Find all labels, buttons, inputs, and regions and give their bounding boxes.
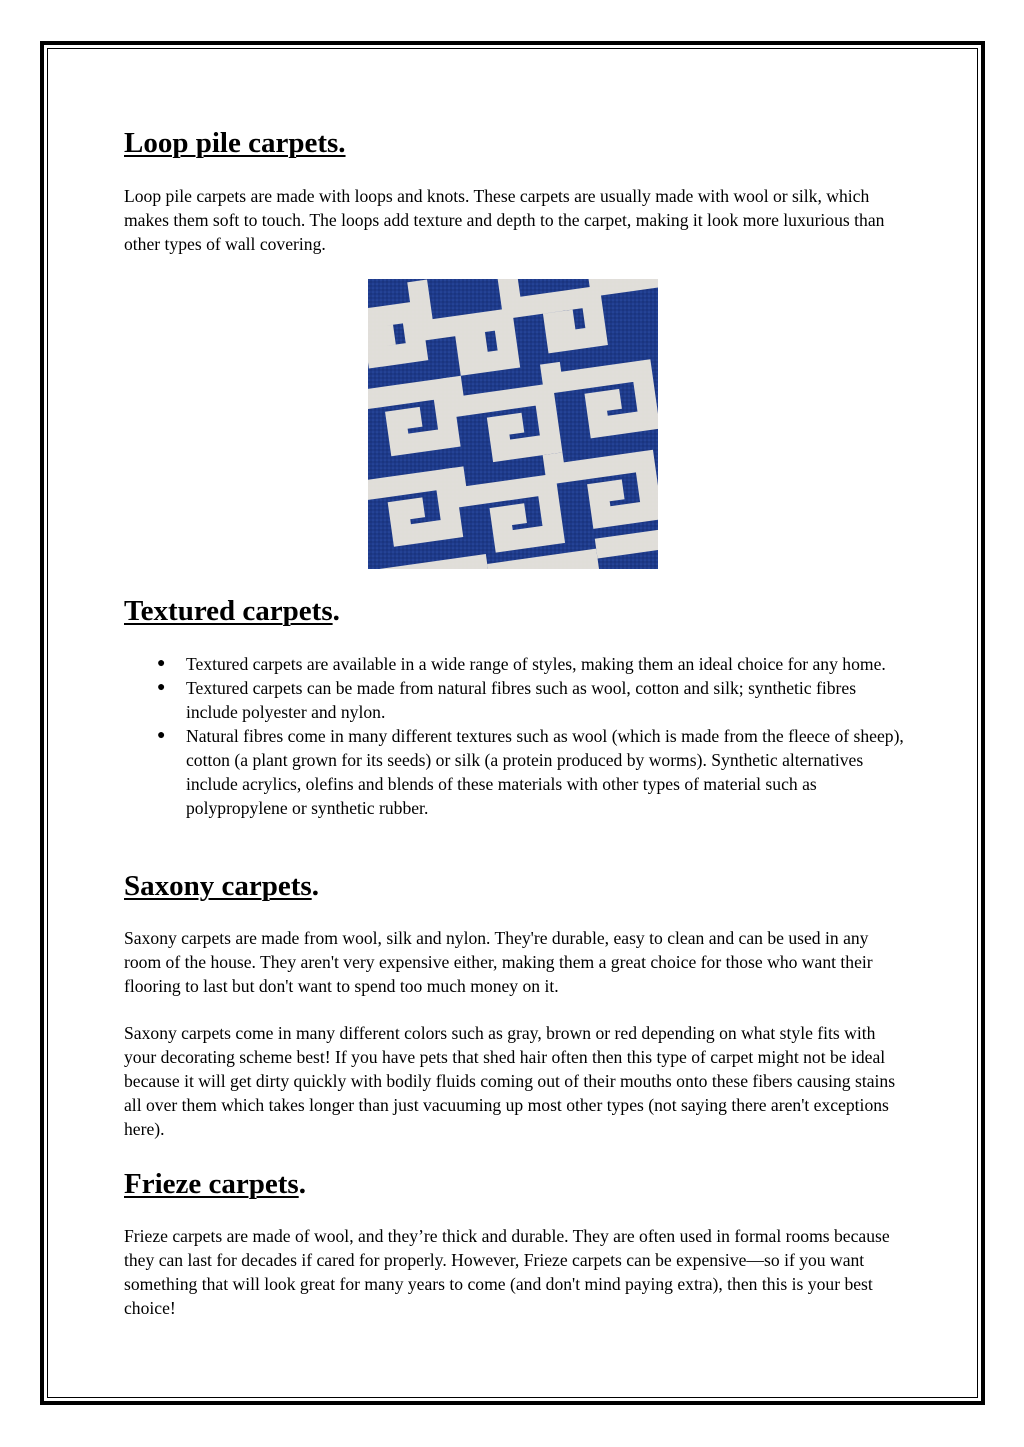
saxony-paragraph-2: Saxony carpets come in many different colors such as gray, brown or red depending on what style fits with your decorating scheme best! If you have pets that shed hair often then this type of carpet might not be ideal because it will get dirty quickly with bodily fluids coming out of their mouths onto these fibers causing stains all over them which takes longer than just vacuuming up most other types (not saying there aren't exceptions here). [124,1023,896,1139]
loop-pile-paragraph: Loop pile carpets are made with loops and knots. These carpets are usually made with wool or silk, which makes them soft to touch. The loops add texture and depth to the carpet, making it look more luxurious than other types of wall covering. [124,186,885,254]
bullet-icon: ● [157,680,166,695]
bullet-icon: ● [157,656,166,671]
saxony-paragraph-1: Saxony carpets are made from wool, silk and nylon. They're durable, easy to clean and can be used in any room of the house. They aren't very expensive either, making them a great choice for those who want their flooring to last but don't want to spend too much money on it. [124,928,873,996]
frieze-heading: Frieze carpets. [124,1168,306,1200]
textured-heading: Textured carpets. [124,595,340,627]
list-item: ● Natural fibres come in many different textures such as wool (which is made from the fleece of sheep), cotton (a plant grown for its seeds) or silk (a protein produced by worms). Synthetic alternatives include acrylics, olefins and blends of these materials with other types of material such as polypropylene or synthetic rubber. [157,726,904,818]
loop-pile-heading: Loop pile carpets. [124,127,346,159]
textured-bullet-list [124,652,904,820]
bullet-icon: ● [157,728,166,743]
saxony-heading: Saxony carpets. [124,870,319,902]
frieze-paragraph: Frieze carpets are made of wool, and they’re thick and durable. They are often used in formal rooms because they can last for decades if cared for properly. However, Frieze carpets can be expensive—so if you want something that will look great for many years to come (and don't mind paying extra), then this is your best choice! [124,1226,890,1318]
list-item: ● Textured carpets can be made from natural fibres such as wool, cotton and silk; synthetic fibres include polyester and nylon. [157,678,857,722]
greek-key-pattern-icon [368,279,658,569]
carpet-photo [368,279,658,569]
list-item: ● Textured carpets are available in a wide range of styles, making them an ideal choice for any home. [157,654,886,674]
